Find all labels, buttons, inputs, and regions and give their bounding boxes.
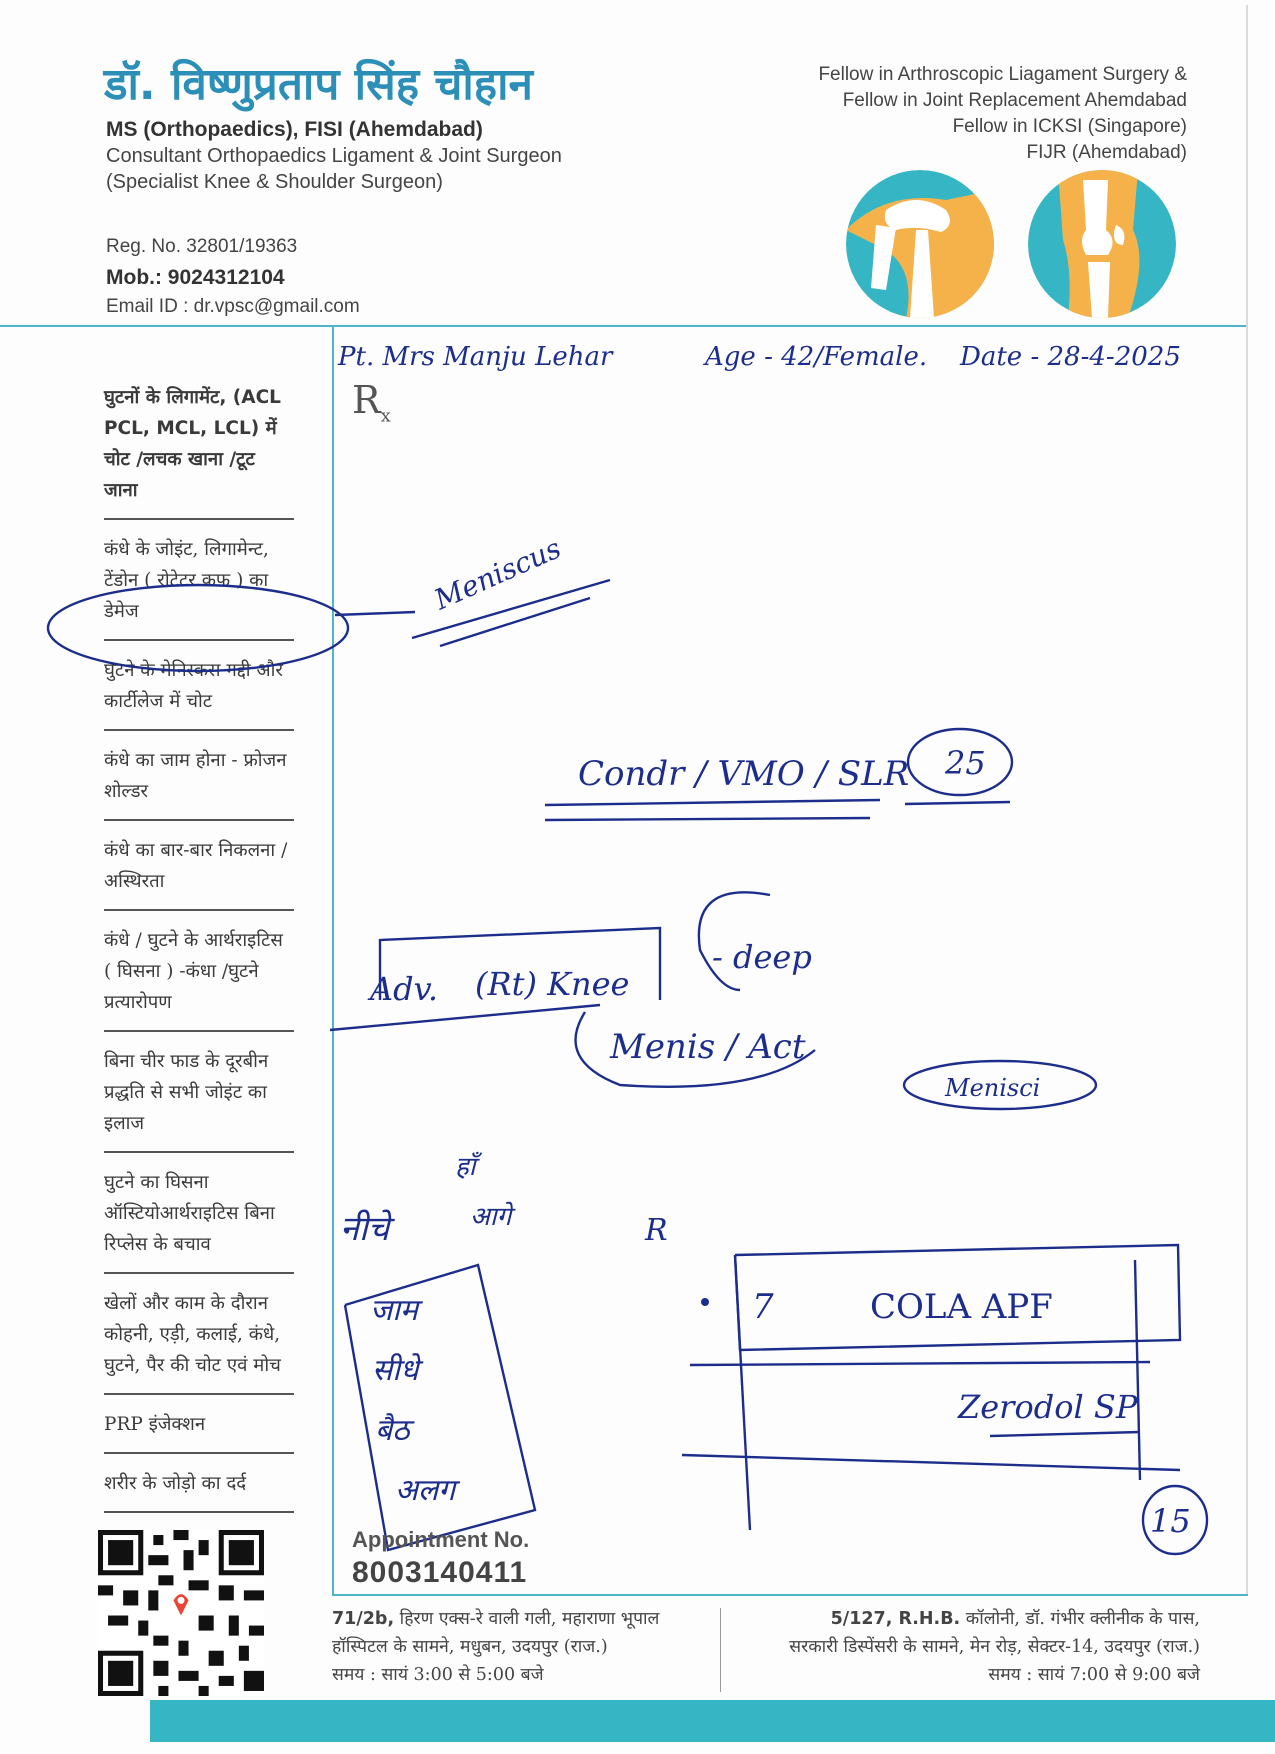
address-text: कॉलोनी, डॉ. गंभीर क्लीनीक के पास, <box>960 1609 1200 1629</box>
address-line <box>332 1605 722 1633</box>
rx-letter: R <box>352 378 381 422</box>
clinic-address-2 <box>738 1605 1200 1689</box>
note-right-knee: (Rt) Knee <box>475 965 630 1003</box>
mobile-number: Mob.: 9024312104 <box>106 266 285 289</box>
underline-mark <box>905 802 1010 804</box>
patient-age: Age - 42/Female. <box>705 342 928 372</box>
note-hindi-1: हाँ <box>455 1152 476 1182</box>
doctor-name: डॉ. विष्णुप्रताप सिंह चौहान <box>104 59 533 110</box>
underline-mark <box>545 800 880 805</box>
note-advice: Adv. <box>370 970 439 1008</box>
clinic-timing: समय : सायं 3:00 से 5:00 बजे <box>332 1665 544 1685</box>
address-text: हिरण एक्स-रे वाली गली, महाराणा भूपाल <box>394 1609 660 1629</box>
list-item: जाम <box>370 1293 418 1328</box>
address-line <box>738 1605 1200 1633</box>
sidebar-circle-mark <box>48 585 348 671</box>
appointment-number[interactable]: 8003140411 <box>352 1556 528 1589</box>
registration-number: Reg. No. 32801/19363 <box>106 236 298 257</box>
note-meniscus: Meniscus <box>429 531 566 617</box>
note-hindi-2: आगे <box>470 1202 512 1232</box>
note-menis-act: Menis / Act <box>610 1027 806 1067</box>
note-hindi-left: नीचे <box>340 1209 390 1249</box>
specialty: (Specialist Knee & Shoulder Surgeon) <box>106 171 443 193</box>
fellowship-line: Fellow in Joint Replacement Ahemdabad <box>842 90 1187 111</box>
clinic-address-1 <box>332 1605 722 1689</box>
list-item: अलग <box>395 1473 456 1508</box>
email-address: Email ID : dr.vpsc@gmail.com <box>106 296 360 317</box>
service-item: घुटने के मेनिस्कस गद्दी और कार्टीलेज में चोट <box>104 655 294 731</box>
fellowship-line: Fellow in Arthroscopic Liagament Surgery & <box>818 64 1187 85</box>
service-item: घुटने का घिसना ऑस्टियोआर्थराइटिस बिना रिप्लेस के बचाव <box>104 1167 294 1274</box>
horizontal-line <box>690 1362 1150 1365</box>
note-count: 25 <box>945 744 986 782</box>
note-chondral: Condr / VMO / SLR <box>578 754 910 794</box>
rx-subscript: x <box>380 405 391 427</box>
address-line: सरकारी डिस्पेंसरी के सामने, मेन रोड़, सेक्टर-14, उदयपुर (राज.) <box>789 1637 1200 1657</box>
service-item: कंधे का बार-बार निकलना / अस्थिरता <box>104 835 294 911</box>
note-box-seven: 7 <box>752 1287 774 1327</box>
prescription-date: Date - 28-4-2025 <box>960 342 1181 372</box>
service-item: PRP इंजेक्शन <box>104 1409 294 1454</box>
note-box-text: COLA APF <box>870 1287 1053 1327</box>
note-menisci: Menisci <box>945 1074 1041 1102</box>
footer-band <box>150 1700 1275 1742</box>
fellowship-line: FIJR (Ahemdabad) <box>1026 142 1187 163</box>
list-item: बैठ <box>375 1413 410 1448</box>
note-deep: - deep <box>712 938 812 976</box>
underline-mark <box>545 818 870 820</box>
service-item: शरीर के जोड़ो का दर्द <box>104 1468 294 1513</box>
service-item: खेलों और काम के दौरान कोहनी, एड़ी, कलाई, कंधे, घुटने, पैर की चोट एवं मोच <box>104 1288 294 1395</box>
service-item: घुटनों के लिगामेंट, (ACL PCL, MCL, LCL) में चोट /लचक खाना /टूट जाना <box>104 382 294 520</box>
connector-line <box>335 612 415 615</box>
underline-mark <box>330 1005 600 1030</box>
service-item: कंधे / घुटने के आर्थराइटिस ( घिसना ) -कंधा /घुटने प्रत्यारोपण <box>104 925 294 1032</box>
list-item: सीधे <box>372 1353 419 1388</box>
qualification: MS (Orthopaedics), FISI (Ahemdabad) <box>106 118 483 141</box>
service-item: कंधे का जाम होना - फ्रोजन शोल्डर <box>104 745 294 821</box>
address-line: हॉस्पिटल के सामने, मधुबन, उदयपुर (राज.) <box>332 1637 608 1657</box>
address-number: 71/2b, <box>332 1609 395 1629</box>
underline-mark <box>990 1432 1140 1436</box>
note-corner: 15 <box>1150 1502 1191 1540</box>
fellowship-line: Fellow in ICKSI (Singapore) <box>952 116 1187 137</box>
vertical-line <box>1135 1260 1140 1480</box>
designation: Consultant Orthopaedics Ligament & Joint Surgeon <box>106 145 562 167</box>
note-r-mark: R <box>645 1213 668 1248</box>
service-item: कंधे के जोइंट, लिगामेन्ट, टेंडोन ( रोटेटर कफ ) का डेमेज <box>104 534 294 641</box>
note-lower: Zerodol SP <box>958 1388 1138 1426</box>
horizontal-line <box>682 1455 1180 1470</box>
dot-mark <box>701 1298 709 1306</box>
patient-name: Pt. Mrs Manju Lehar <box>338 342 613 372</box>
clinic-timing: समय : सायं 7:00 से 9:00 बजे <box>988 1665 1200 1685</box>
address-number: 5/127, R.H.B. <box>830 1609 961 1629</box>
service-item: बिना चीर फाड के दूरबीन प्रद्धति से सभी जोइंट का इलाज <box>104 1046 294 1153</box>
appointment-label: Appointment No. <box>352 1527 530 1552</box>
address-divider <box>720 1608 721 1692</box>
qr-code[interactable] <box>98 1530 264 1696</box>
vertical-line <box>735 1255 750 1530</box>
